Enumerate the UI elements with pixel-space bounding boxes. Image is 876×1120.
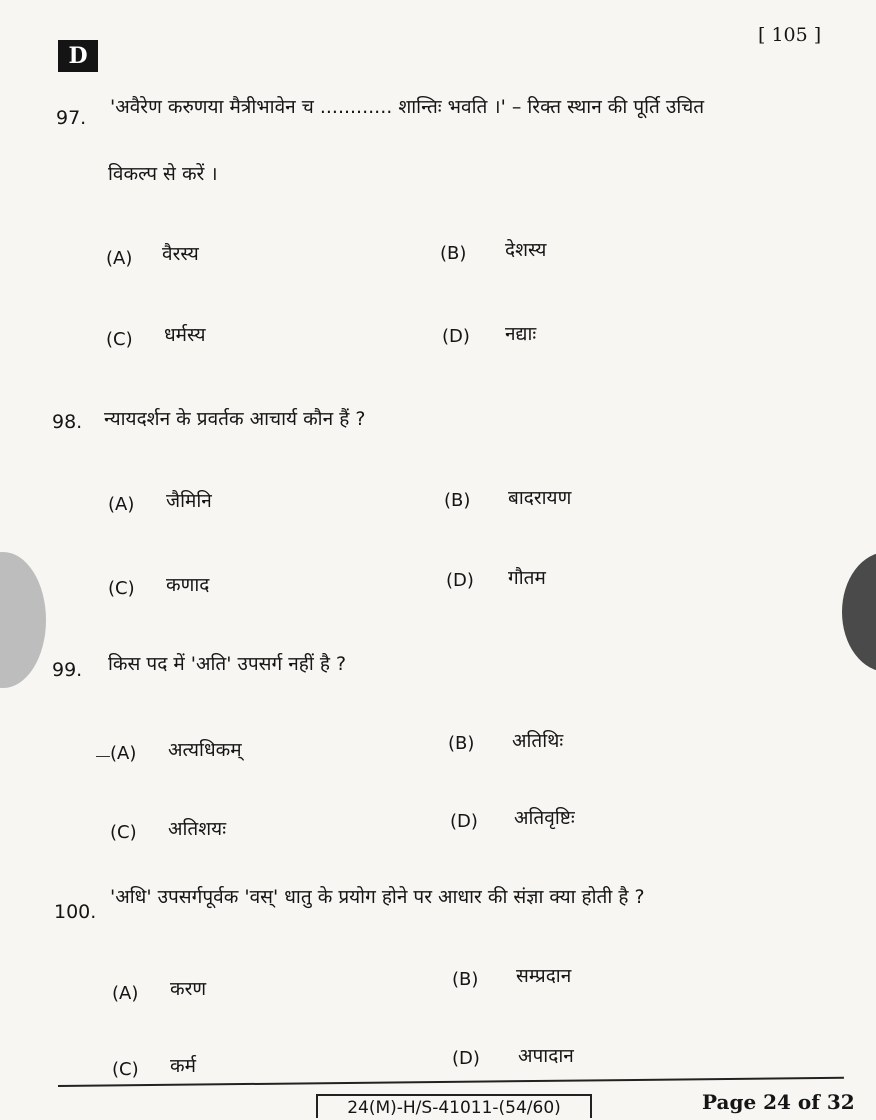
q100-option-a-label: (A) <box>112 983 139 1004</box>
question-99-text: किस पद में 'अति' उपसर्ग नहीं है ? <box>108 653 347 675</box>
question-100-text: 'अधि' उपसर्गपूर्वक 'वस्' धातु के प्रयोग होने पर आधार की संज्ञा क्या होती है ? <box>110 886 645 908</box>
set-badge: D <box>58 40 98 72</box>
q98-option-b-label: (B) <box>444 490 471 511</box>
page-number: Page 24 of 32 <box>702 1090 855 1114</box>
pencil-mark <box>96 756 110 757</box>
q98-option-a-text: जैमिनि <box>166 490 212 512</box>
q97-option-c-label: (C) <box>106 329 133 350</box>
paper-code: 24(M)-H/S-41011-(54/60) <box>316 1094 592 1118</box>
q100-option-d-text: अपादान <box>518 1045 574 1067</box>
q99-option-d-text: अतिवृष्टिः <box>514 807 575 829</box>
q100-option-c-text: कर्म <box>170 1055 196 1077</box>
q99-option-b-text: अतिथिः <box>512 730 564 752</box>
q99-option-c-label: (C) <box>110 822 137 843</box>
q97-option-a-label: (A) <box>106 248 133 269</box>
q97-option-d-label: (D) <box>442 326 470 347</box>
punch-hole-left <box>0 552 46 688</box>
q98-option-a-label: (A) <box>108 494 135 515</box>
q99-option-b-label: (B) <box>448 733 475 754</box>
punch-hole-right <box>842 552 876 672</box>
question-99-number: 99. <box>52 659 83 681</box>
q100-option-d-label: (D) <box>452 1048 480 1069</box>
question-100-number: 100. <box>54 901 97 923</box>
q99-option-d-label: (D) <box>450 811 478 832</box>
q97-option-a-text: वैरस्य <box>162 243 199 265</box>
q98-option-c-label: (C) <box>108 578 135 599</box>
q97-option-d-text: नद्याः <box>505 323 537 345</box>
question-98-text: न्यायदर्शन के प्रवर्तक आचार्य कौन हैं ? <box>104 408 366 430</box>
q97-option-b-text: देशस्य <box>505 239 547 261</box>
q98-option-c-text: कणाद <box>166 574 210 596</box>
q100-option-c-label: (C) <box>112 1059 139 1080</box>
q100-option-a-text: करण <box>170 978 207 1000</box>
q97-option-c-text: धर्मस्य <box>164 324 206 346</box>
q99-option-c-text: अतिशयः <box>168 818 227 840</box>
q98-option-d-text: गौतम <box>508 567 546 589</box>
q99-option-a-text: अत्यधिकम् <box>168 739 242 761</box>
q98-option-d-label: (D) <box>446 570 474 591</box>
question-97-text-line1: 'अवैरेण करुणया मैत्रीभावेन च ............ शान्तिः भवति ।' – रिक्त स्थान की पूर्ति उचित <box>110 96 705 118</box>
footer-divider <box>58 1077 844 1087</box>
question-97-number: 97. <box>56 107 87 129</box>
page-reference: [ 105 ] <box>758 24 822 46</box>
q97-option-b-label: (B) <box>440 243 467 264</box>
q100-option-b-label: (B) <box>452 969 479 990</box>
q98-option-b-text: बादरायण <box>508 487 572 509</box>
question-98-number: 98. <box>52 411 83 433</box>
question-97-text-line2: विकल्प से करें । <box>108 163 218 185</box>
q99-option-a-label: (A) <box>110 743 137 764</box>
q100-option-b-text: सम्प्रदान <box>516 965 572 987</box>
